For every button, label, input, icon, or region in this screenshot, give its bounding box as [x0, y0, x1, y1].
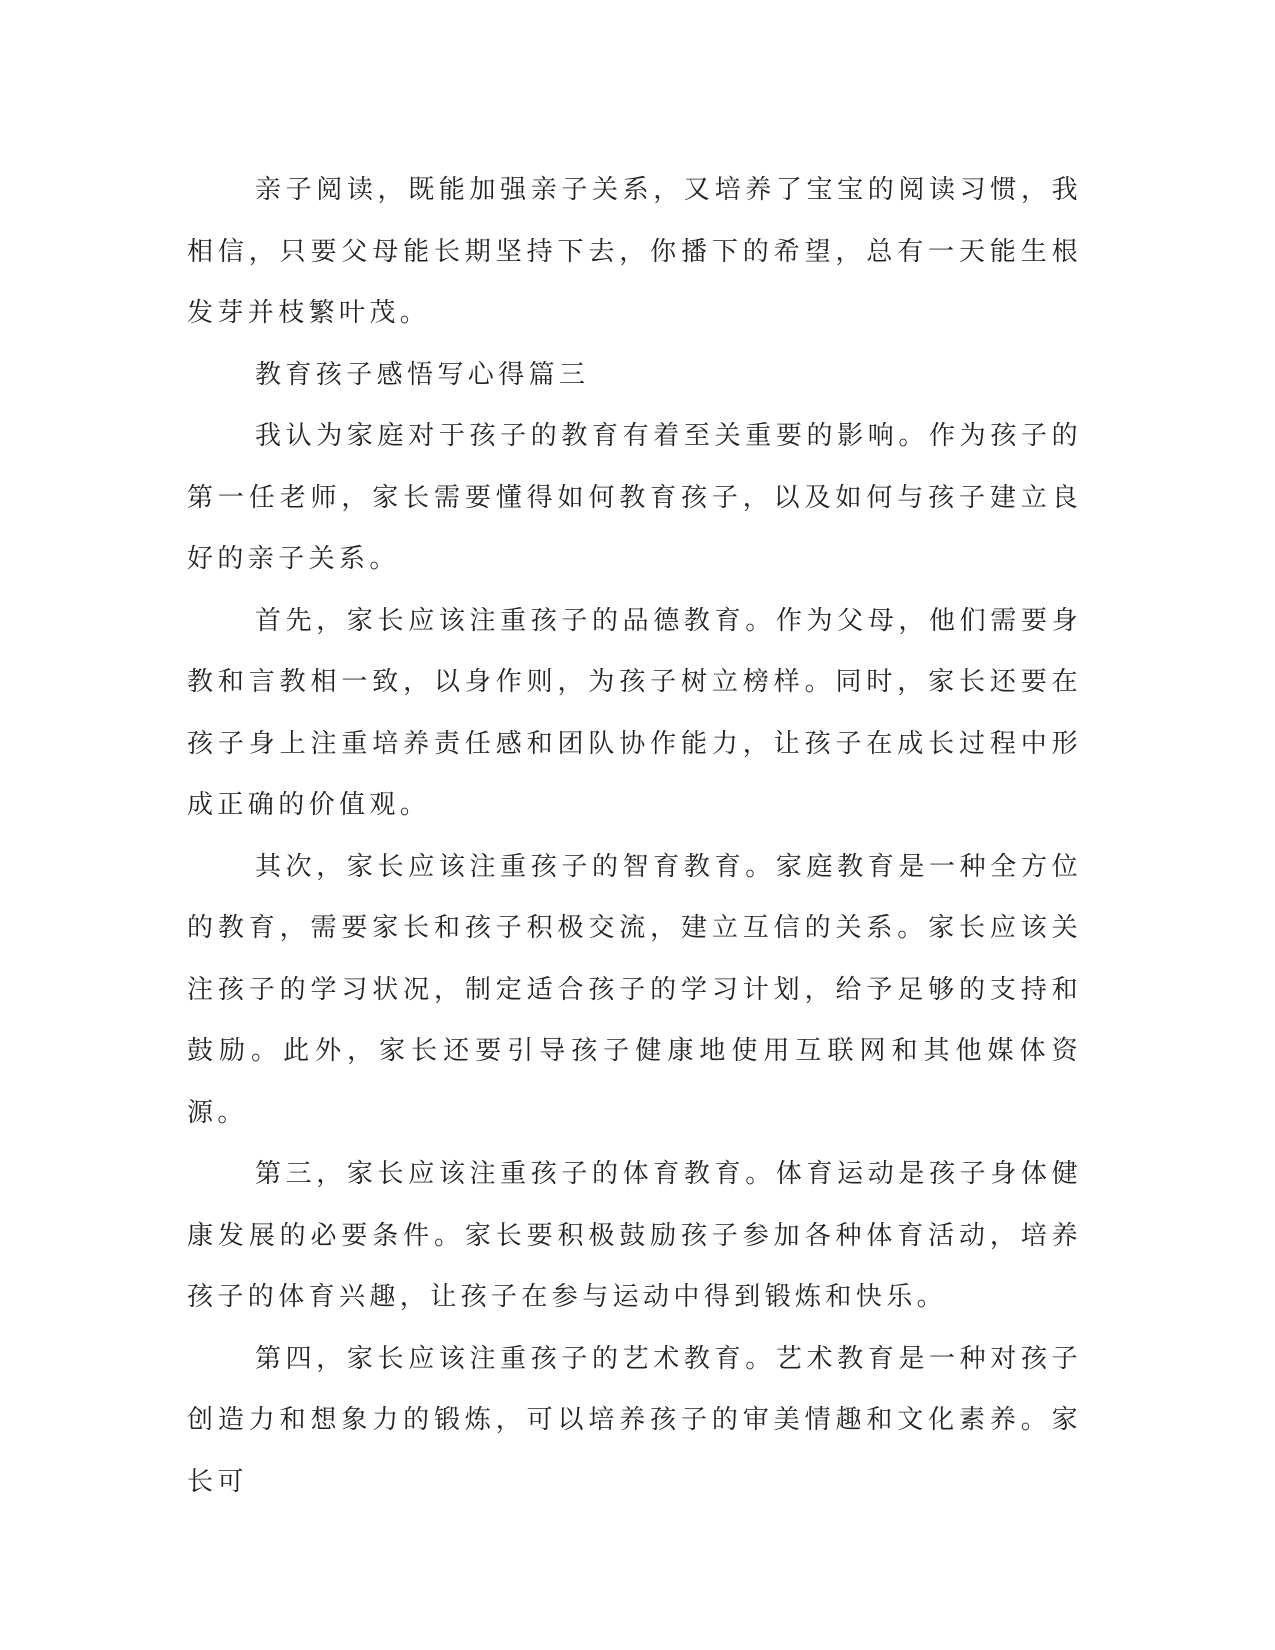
paragraph-intellectual-education: 其次，家长应该注重孩子的智育教育。家庭教育是一种全方位的教育，需要家长和孩子积极交流，建立互信的关系。家长应该关注孩子的学习状况，制定适合孩子的学习计划，给予足够的支持和鼓励。此外，家长还要引导孩子健康地使用互联网和其他媒体资源。	[187, 851, 1082, 1128]
paragraph-moral-education: 首先，家长应该注重孩子的品德教育。作为父母，他们需要身教和言教相一致，以身作则，为孩子树立榜样。同时，家长还要在孩子身上注重培养责任感和团队协作能力，让孩子在成长过程中形成正确的价值观。	[187, 605, 1082, 820]
document-body	[187, 160, 1082, 1513]
paragraph-physical-education: 第三，家长应该注重孩子的体育教育。体育运动是孩子身体健康发展的必要条件。家长要积极鼓励孩子参加各种体育活动，培养孩子的体育兴趣，让孩子在参与运动中得到锻炼和快乐。	[187, 1159, 1082, 1312]
section-heading: 教育孩子感悟写心得篇三	[255, 359, 590, 390]
paragraph-art-education: 第四，家长应该注重孩子的艺术教育。艺术教育是一种对孩子创造力和想象力的锻炼，可以培养孩子的审美情趣和文化素养。家长可	[187, 1343, 1082, 1497]
paragraph-reading: 亲子阅读，既能加强亲子关系，又培养了宝宝的阅读习惯，我相信，只要父母能长期坚持下去，你播下的希望，总有一天能生根发芽并枝繁叶茂。	[187, 175, 1082, 328]
paragraph-intro: 我认为家庭对于孩子的教育有着至关重要的影响。作为孩子的第一任老师，家长需要懂得如何教育孩子，以及如何与孩子建立良好的亲子关系。	[187, 421, 1082, 574]
